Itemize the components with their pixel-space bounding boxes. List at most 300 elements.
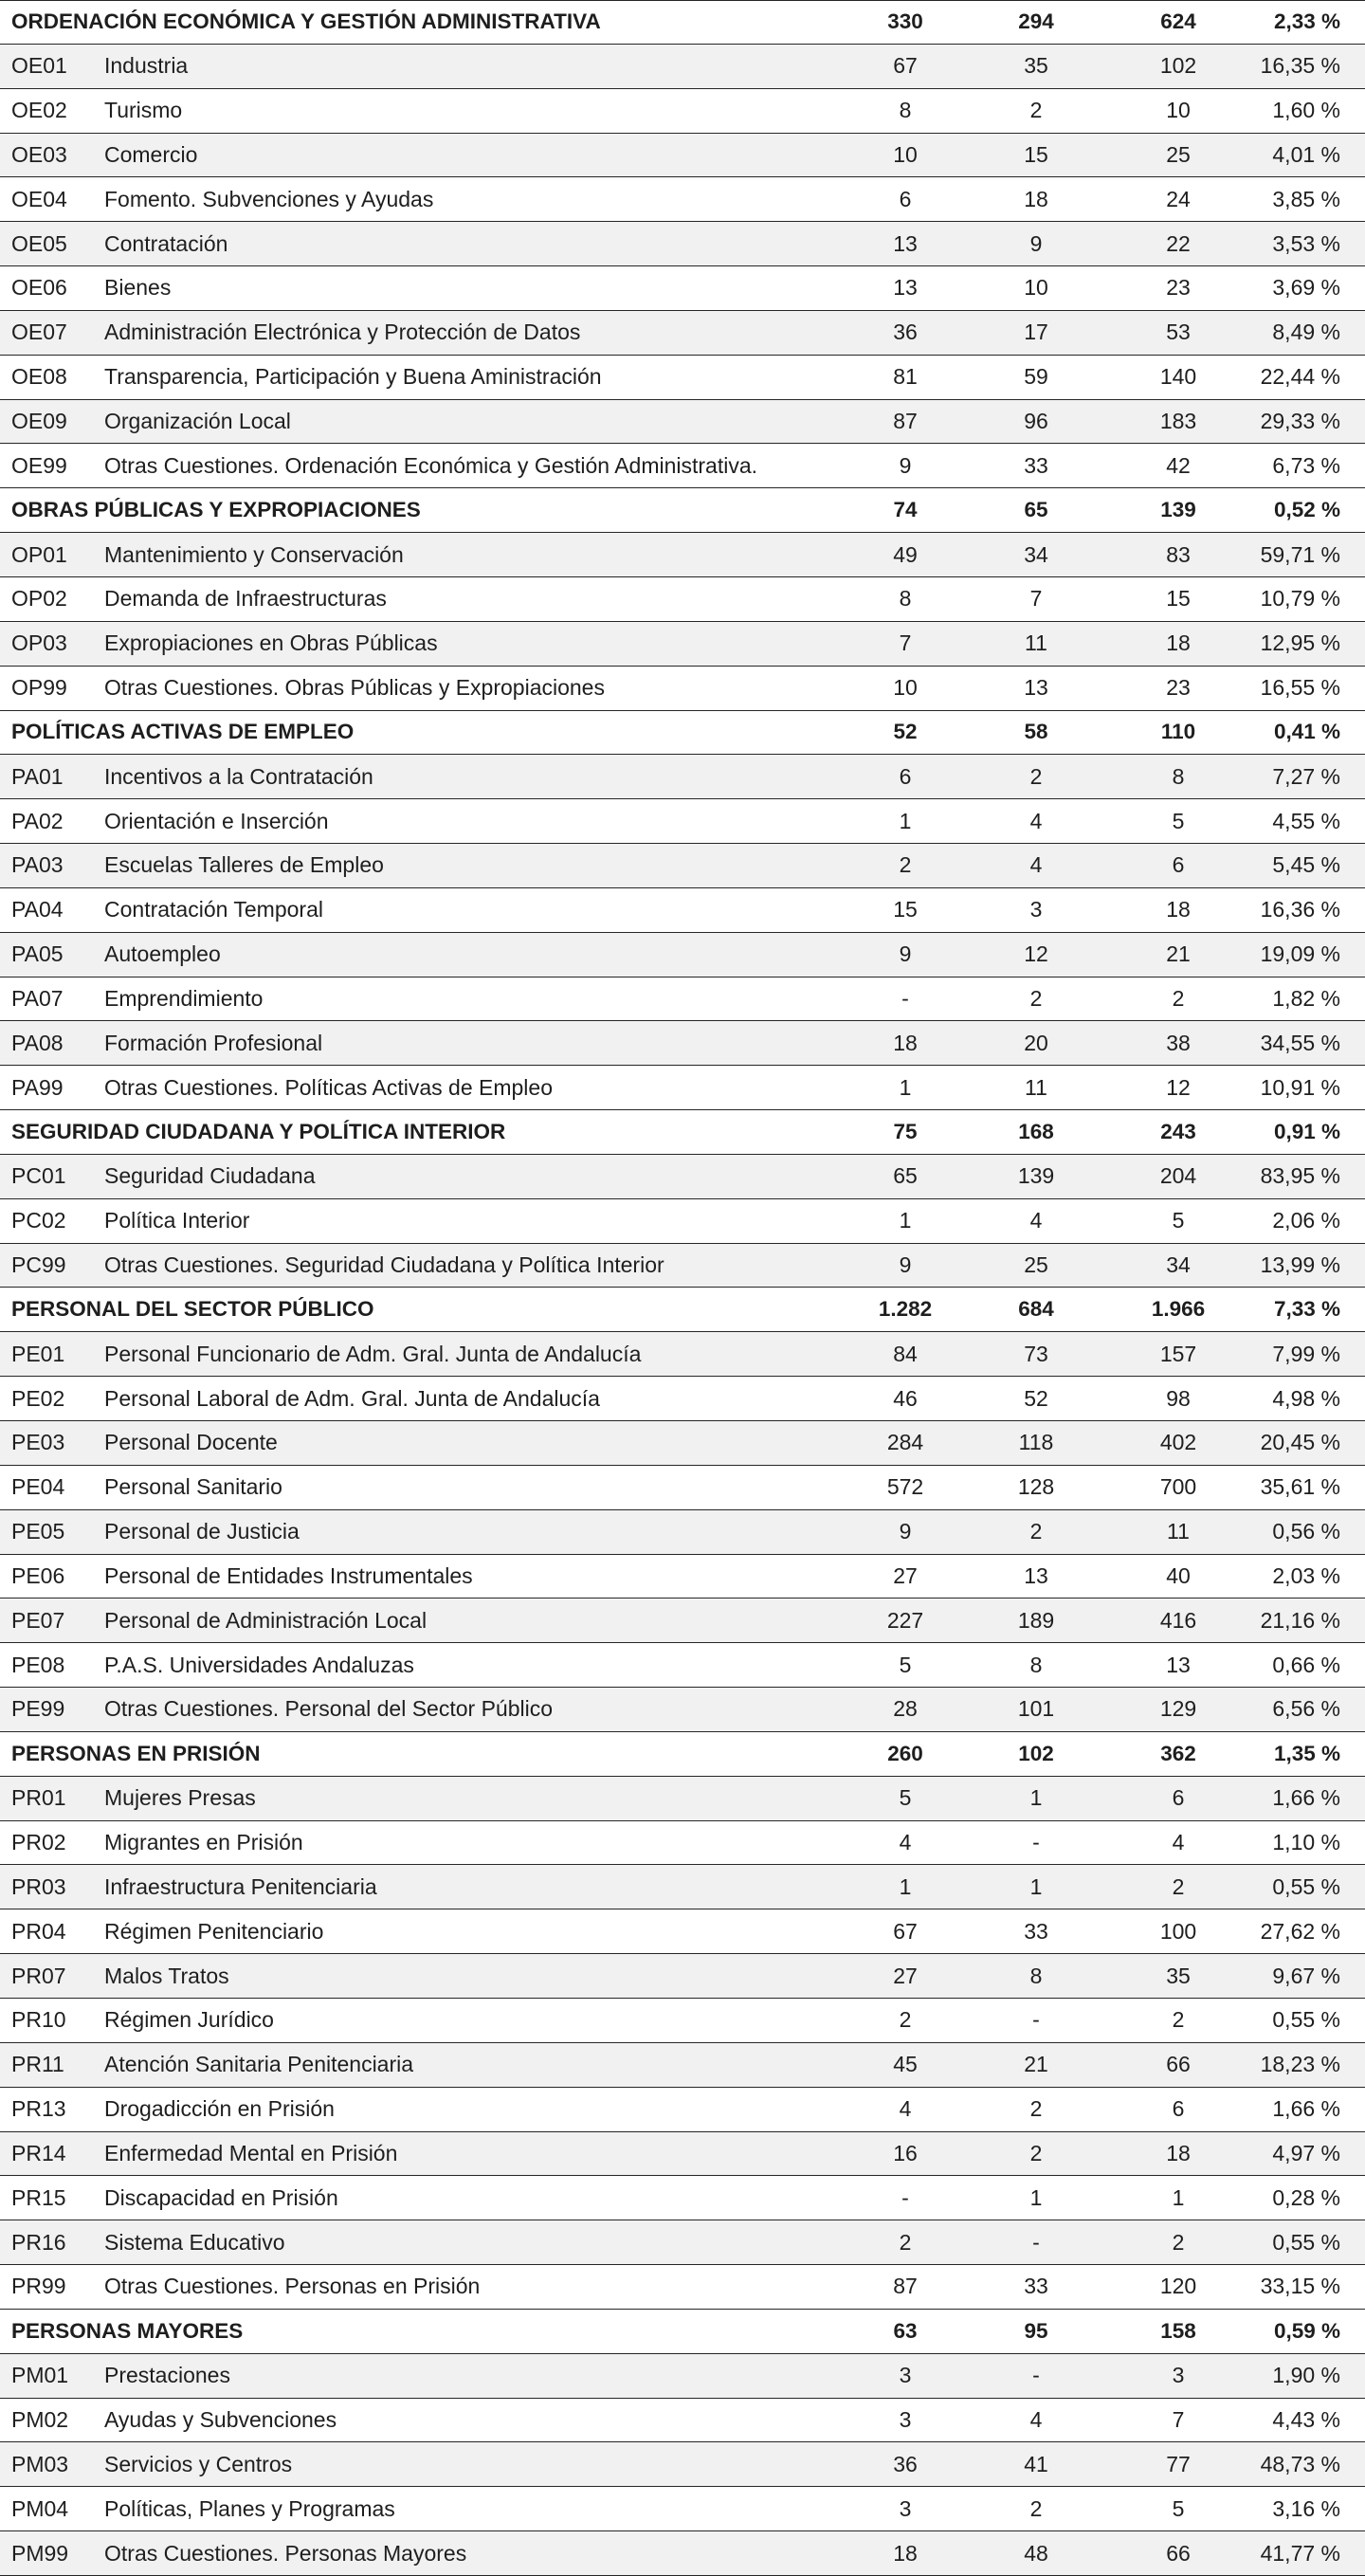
table-row: [0, 356, 1365, 400]
row-code: PR07: [11, 1963, 66, 1988]
row-total: 5: [1172, 808, 1185, 833]
row-code: OE03: [11, 141, 67, 167]
row-percent: 19,09 %: [1260, 941, 1340, 967]
row-value-2: -: [1032, 1830, 1040, 1855]
table-row: [0, 400, 1365, 445]
table-row: [0, 1466, 1365, 1510]
row-percent: 4,98 %: [1272, 1385, 1340, 1411]
row-value-1: 87: [893, 2274, 918, 2299]
row-percent: 0,56 %: [1272, 1519, 1340, 1544]
row-value-2: 35: [1024, 53, 1048, 79]
table-row: [0, 622, 1365, 667]
row-name: Política Interior: [104, 1208, 250, 1233]
row-value-2: 9: [1029, 230, 1043, 256]
row-value-1: 572: [886, 1474, 924, 1500]
row-code: PE99: [11, 1696, 65, 1722]
row-total: 66: [1166, 2540, 1191, 2566]
row-value-2: -: [1032, 2363, 1040, 2388]
row-code: PE03: [11, 1430, 65, 1455]
row-percent: 2,06 %: [1272, 1208, 1340, 1233]
category-value-1: 1.282: [878, 1297, 933, 1322]
table-row: [0, 444, 1365, 488]
row-name: Transparencia, Participación y Buena Aministración: [104, 364, 602, 390]
category-row: [0, 488, 1365, 533]
row-total: 22: [1166, 230, 1191, 256]
row-total: 140: [1159, 364, 1197, 390]
category-percent: 0,52 %: [1273, 498, 1340, 522]
row-value-2: 41: [1024, 2451, 1048, 2476]
row-value-2: 2: [1029, 985, 1043, 1011]
row-percent: 41,77 %: [1260, 2540, 1340, 2566]
category-title: PERSONAL DEL SECTOR PÚBLICO: [11, 1297, 374, 1322]
row-name: Expropiaciones en Obras Públicas: [104, 630, 438, 656]
table-row: [0, 755, 1365, 799]
row-percent: 5,45 %: [1272, 852, 1340, 878]
row-value-2: 59: [1024, 364, 1048, 390]
row-value-2: 4: [1029, 852, 1043, 878]
row-value-2: 2: [1029, 1519, 1043, 1544]
row-percent: 4,43 %: [1272, 2406, 1340, 2432]
row-name: Administración Electrónica y Protección de Datos: [104, 320, 581, 345]
row-name: Régimen Jurídico: [104, 2007, 274, 2033]
row-total: 77: [1166, 2451, 1191, 2476]
category-value-1: 330: [887, 9, 923, 34]
row-percent: 4,97 %: [1272, 2140, 1340, 2165]
row-percent: 0,55 %: [1272, 1873, 1340, 1899]
row-value-2: 33: [1024, 1918, 1048, 1944]
row-name: Personal de Administración Local: [104, 1607, 428, 1633]
row-total: 18: [1166, 897, 1191, 923]
row-percent: 9,67 %: [1272, 1963, 1340, 1988]
row-name: Emprendimiento: [104, 985, 264, 1011]
row-value-1: 10: [893, 141, 918, 167]
row-value-1: 67: [893, 53, 918, 79]
category-value-2: 95: [1024, 2318, 1048, 2343]
table-row: [0, 799, 1365, 844]
row-value-2: 2: [1029, 2495, 1043, 2521]
row-value-1: 18: [893, 2540, 918, 2566]
row-percent: 0,55 %: [1272, 2007, 1340, 2033]
category-total: 243: [1160, 1120, 1196, 1144]
row-value-1: 3: [899, 2406, 912, 2432]
row-name: P.A.S. Universidades Andaluzas: [104, 1652, 414, 1677]
category-row: [0, 1288, 1365, 1332]
row-value-2: 4: [1029, 1208, 1043, 1233]
row-name: Incentivos a la Contratación: [104, 763, 373, 789]
row-value-2: 17: [1024, 320, 1048, 345]
row-code: PR01: [11, 1785, 66, 1811]
row-percent: 12,95 %: [1260, 630, 1340, 656]
row-name: Seguridad Ciudadana: [104, 1163, 316, 1189]
row-value-1: 36: [893, 320, 918, 345]
row-code: PC01: [11, 1163, 66, 1189]
row-value-2: 34: [1024, 541, 1048, 567]
row-name: Personal Docente: [104, 1430, 278, 1455]
row-value-2: 2: [1029, 2140, 1043, 2165]
table-row: [0, 933, 1365, 977]
row-value-2: 21: [1024, 2052, 1048, 2077]
table-row: [0, 1421, 1365, 1466]
row-code: PE07: [11, 1607, 65, 1633]
row-total: 98: [1166, 1385, 1191, 1411]
row-name: Otras Cuestiones. Políticas Activas de Empleo: [104, 1074, 553, 1100]
category-row: [0, 0, 1365, 45]
row-total: 7: [1172, 2406, 1185, 2432]
table-row: [0, 45, 1365, 89]
row-percent: 34,55 %: [1260, 1030, 1340, 1055]
row-value-1: 1: [899, 808, 912, 833]
row-value-2: 139: [1017, 1163, 1055, 1189]
row-total: 2: [1172, 2007, 1185, 2033]
row-total: 416: [1159, 1607, 1197, 1633]
table-row: [0, 1021, 1365, 1066]
table-row: [0, 2487, 1365, 2531]
row-code: OE09: [11, 409, 67, 434]
row-value-2: 48: [1024, 2540, 1048, 2566]
row-value-1: 5: [899, 1652, 912, 1677]
row-total: 34: [1166, 1252, 1191, 1278]
row-total: 5: [1172, 2495, 1185, 2521]
row-percent: 1,82 %: [1272, 985, 1340, 1011]
table-row: [0, 1643, 1365, 1688]
row-total: 102: [1159, 53, 1197, 79]
row-value-1: 2: [899, 2007, 912, 2033]
row-value-1: 1: [899, 1074, 912, 1100]
category-total: 1.966: [1151, 1297, 1206, 1322]
table-row: [0, 1555, 1365, 1599]
row-code: OE08: [11, 364, 67, 390]
category-title: POLÍTICAS ACTIVAS DE EMPLEO: [11, 720, 355, 744]
row-percent: 48,73 %: [1260, 2451, 1340, 2476]
row-percent: 2,03 %: [1272, 1562, 1340, 1588]
row-total: 204: [1159, 1163, 1197, 1189]
row-code: PR13: [11, 2096, 66, 2122]
category-row: [0, 1110, 1365, 1155]
row-total: 38: [1166, 1030, 1191, 1055]
category-row: [0, 711, 1365, 756]
row-value-2: 128: [1017, 1474, 1055, 1500]
row-name: Personal Funcionario de Adm. Gral. Junta de Andalucía: [104, 1341, 642, 1366]
row-percent: 7,99 %: [1272, 1341, 1340, 1366]
row-code: PM03: [11, 2451, 69, 2476]
row-total: 18: [1166, 2140, 1191, 2165]
row-value-2: 101: [1017, 1696, 1055, 1722]
row-code: PA01: [11, 763, 64, 789]
row-name: Prestaciones: [104, 2363, 230, 2388]
category-percent: 2,33 %: [1273, 9, 1340, 34]
row-name: Atención Sanitaria Penitenciaria: [104, 2052, 414, 2077]
row-name: Personal de Justicia: [104, 1519, 300, 1544]
row-percent: 6,73 %: [1272, 452, 1340, 478]
row-total: 25: [1166, 141, 1191, 167]
row-name: Bienes: [104, 275, 172, 301]
row-value-1: 1: [899, 1873, 912, 1899]
row-code: OP02: [11, 586, 67, 612]
category-value-1: 260: [887, 1741, 923, 1765]
row-percent: 0,28 %: [1272, 2184, 1340, 2210]
row-percent: 27,62 %: [1260, 1918, 1340, 1944]
row-total: 83: [1166, 541, 1191, 567]
table-row: [0, 1999, 1365, 2043]
row-total: 11: [1167, 1519, 1190, 1544]
table-row: [0, 222, 1365, 266]
row-code: OE06: [11, 275, 67, 301]
row-code: PM99: [11, 2540, 69, 2566]
table-row: [0, 977, 1365, 1022]
category-title: PERSONAS EN PRISIÓN: [11, 1741, 261, 1765]
row-value-1: 284: [886, 1430, 924, 1455]
row-total: 100: [1159, 1918, 1197, 1944]
row-total: 6: [1172, 2096, 1185, 2122]
row-value-1: 6: [899, 186, 912, 211]
row-value-1: 9: [899, 1252, 912, 1278]
row-percent: 20,45 %: [1260, 1430, 1340, 1455]
row-value-1: 15: [893, 897, 918, 923]
row-percent: 59,71 %: [1260, 541, 1340, 567]
row-value-2: 13: [1024, 675, 1048, 701]
row-percent: 22,44 %: [1260, 364, 1340, 390]
category-title: OBRAS PÚBLICAS Y EXPROPIACIONES: [11, 498, 421, 522]
row-total: 6: [1172, 1785, 1185, 1811]
row-name: Contratación Temporal: [104, 897, 323, 923]
row-total: 5: [1172, 1208, 1185, 1233]
row-value-2: 73: [1024, 1341, 1048, 1366]
table-row: [0, 2531, 1365, 2576]
row-percent: 29,33 %: [1260, 409, 1340, 434]
row-name: Otras Cuestiones. Obras Públicas y Expropiaciones: [104, 675, 605, 701]
row-total: 402: [1159, 1430, 1197, 1455]
row-value-2: 4: [1029, 2406, 1043, 2432]
table-row: [0, 89, 1365, 134]
category-value-2: 102: [1018, 1741, 1054, 1765]
row-name: Industria: [104, 53, 189, 79]
row-percent: 0,55 %: [1272, 2229, 1340, 2255]
row-code: OE05: [11, 230, 67, 256]
row-value-1: 7: [899, 630, 912, 656]
row-value-1: 1: [899, 1208, 912, 1233]
table-row: [0, 2354, 1365, 2399]
row-total: 120: [1159, 2274, 1197, 2299]
row-code: PE05: [11, 1519, 65, 1544]
category-percent: 0,41 %: [1273, 720, 1340, 744]
table-row: [0, 577, 1365, 622]
row-total: 157: [1159, 1341, 1197, 1366]
row-value-1: 16: [893, 2140, 918, 2165]
row-value-1: 8: [899, 586, 912, 612]
row-value-1: 18: [893, 1030, 918, 1055]
row-name: Discapacidad en Prisión: [104, 2184, 338, 2210]
row-total: 18: [1166, 630, 1191, 656]
row-code: PA02: [11, 808, 64, 833]
row-value-1: 4: [899, 1830, 912, 1855]
table-row: [0, 1510, 1365, 1555]
row-code: PE06: [11, 1562, 65, 1588]
row-name: Infraestructura Penitenciaria: [104, 1873, 377, 1899]
row-percent: 35,61 %: [1260, 1474, 1340, 1500]
table-row: [0, 2132, 1365, 2177]
row-code: PR03: [11, 1873, 66, 1899]
row-percent: 16,55 %: [1260, 675, 1340, 701]
row-code: OE07: [11, 320, 67, 345]
row-total: 13: [1166, 1652, 1191, 1677]
row-value-2: 2: [1029, 763, 1043, 789]
category-value-2: 65: [1024, 498, 1048, 522]
row-total: 129: [1159, 1696, 1197, 1722]
row-name: Contratación: [104, 230, 228, 256]
table-row: [0, 2265, 1365, 2310]
row-name: Sistema Educativo: [104, 2229, 285, 2255]
row-value-1: 8: [899, 98, 912, 123]
row-code: PA08: [11, 1030, 64, 1055]
table-row: [0, 1777, 1365, 1821]
row-value-2: 96: [1024, 409, 1048, 434]
row-value-1: -: [901, 985, 909, 1011]
row-value-1: -: [901, 2184, 909, 2210]
row-name: Otras Cuestiones. Personal del Sector Público: [104, 1696, 554, 1722]
category-percent: 7,33 %: [1273, 1297, 1340, 1322]
row-percent: 3,16 %: [1272, 2495, 1340, 2521]
row-percent: 16,36 %: [1260, 897, 1340, 923]
row-code: PA03: [11, 852, 64, 878]
row-name: Personal de Entidades Instrumentales: [104, 1562, 473, 1588]
row-value-2: 3: [1029, 897, 1043, 923]
row-code: PR99: [11, 2274, 66, 2299]
category-title: SEGURIDAD CIUDADANA Y POLÍTICA INTERIOR: [11, 1120, 506, 1144]
row-value-2: 18: [1024, 186, 1048, 211]
row-percent: 4,55 %: [1272, 808, 1340, 833]
category-row: [0, 2310, 1365, 2354]
row-name: Migrantes en Prisión: [104, 1830, 303, 1855]
row-code: PR02: [11, 1830, 66, 1855]
table-row: [0, 533, 1365, 577]
row-value-1: 45: [893, 2052, 918, 2077]
row-total: 40: [1166, 1562, 1191, 1588]
row-code: PM04: [11, 2495, 69, 2521]
row-code: PE01: [11, 1341, 65, 1366]
row-name: Formación Profesional: [104, 1030, 323, 1055]
row-value-2: 1: [1029, 2184, 1043, 2210]
row-percent: 8,49 %: [1272, 320, 1340, 345]
category-title: PERSONAS MAYORES: [11, 2318, 244, 2343]
row-value-1: 49: [893, 541, 918, 567]
row-code: PE04: [11, 1474, 65, 1500]
row-code: OP03: [11, 630, 67, 656]
row-value-2: 33: [1024, 452, 1048, 478]
row-name: Mujeres Presas: [104, 1785, 256, 1811]
row-value-2: 189: [1017, 1607, 1055, 1633]
row-name: Personal Laboral de Adm. Gral. Junta de Andalucía: [104, 1385, 600, 1411]
row-total: 24: [1166, 186, 1191, 211]
row-value-1: 4: [899, 2096, 912, 2122]
row-total: 10: [1166, 98, 1191, 123]
row-name: Malos Tratos: [104, 1963, 229, 1988]
row-code: PC99: [11, 1252, 66, 1278]
table-row: [0, 2220, 1365, 2265]
row-value-2: -: [1032, 2007, 1040, 2033]
category-percent: 0,59 %: [1273, 2318, 1340, 2343]
row-percent: 18,23 %: [1260, 2052, 1340, 2077]
row-code: PM02: [11, 2406, 69, 2432]
row-value-1: 27: [893, 1562, 918, 1588]
row-value-2: 12: [1024, 941, 1048, 967]
category-total: 139: [1160, 498, 1196, 522]
row-value-1: 84: [893, 1341, 918, 1366]
table-row: [0, 1865, 1365, 1909]
row-value-1: 46: [893, 1385, 918, 1411]
row-total: 3: [1172, 2363, 1185, 2388]
row-code: PR14: [11, 2140, 66, 2165]
row-code: OE02: [11, 98, 67, 123]
row-code: OE01: [11, 53, 67, 79]
row-name: Otras Cuestiones. Personas en Prisión: [104, 2274, 481, 2299]
row-value-2: 20: [1024, 1030, 1048, 1055]
row-value-2: 15: [1024, 141, 1048, 167]
row-total: 35: [1166, 1963, 1191, 1988]
category-value-1: 75: [893, 1120, 918, 1144]
row-percent: 1,66 %: [1272, 2096, 1340, 2122]
row-value-1: 227: [886, 1607, 924, 1633]
row-name: Servicios y Centros: [104, 2451, 293, 2476]
category-value-2: 684: [1018, 1297, 1054, 1322]
row-percent: 7,27 %: [1272, 763, 1340, 789]
row-total: 2: [1172, 2229, 1185, 2255]
table-row: [0, 2176, 1365, 2220]
table-row: [0, 1954, 1365, 1999]
row-code: PE02: [11, 1385, 65, 1411]
category-total: 158: [1160, 2318, 1196, 2343]
row-value-1: 67: [893, 1918, 918, 1944]
row-total: 23: [1166, 275, 1191, 301]
row-value-2: 11: [1025, 630, 1047, 656]
row-total: 4: [1172, 1830, 1185, 1855]
row-name: Turismo: [104, 98, 183, 123]
category-value-1: 63: [893, 2318, 918, 2343]
category-value-1: 74: [893, 498, 918, 522]
row-code: PA99: [11, 1074, 64, 1100]
row-value-2: 4: [1029, 808, 1043, 833]
row-code: PC02: [11, 1208, 66, 1233]
table-row: [0, 1244, 1365, 1288]
category-value-2: 58: [1024, 720, 1048, 744]
row-value-1: 9: [899, 941, 912, 967]
category-percent: 0,91 %: [1273, 1120, 1340, 1144]
row-value-1: 87: [893, 409, 918, 434]
row-value-1: 3: [899, 2495, 912, 2521]
row-name: Régimen Penitenciario: [104, 1918, 324, 1944]
row-name: Otras Cuestiones. Personas Mayores: [104, 2540, 467, 2566]
table-row: [0, 2088, 1365, 2132]
category-row: [0, 1732, 1365, 1777]
table-row: [0, 1909, 1365, 1954]
table-row: [0, 1155, 1365, 1199]
row-name: Organización Local: [104, 409, 291, 434]
row-percent: 1,10 %: [1272, 1830, 1340, 1855]
table-row: [0, 2399, 1365, 2443]
row-name: Mantenimiento y Conservación: [104, 541, 404, 567]
row-name: Políticas, Planes y Programas: [104, 2495, 395, 2521]
row-name: Demanda de Infraestructuras: [104, 586, 387, 612]
row-value-1: 10: [893, 675, 918, 701]
row-value-2: 8: [1029, 1963, 1043, 1988]
row-code: PA05: [11, 941, 64, 967]
category-total: 362: [1160, 1741, 1196, 1765]
table-row: [0, 134, 1365, 178]
row-total: 66: [1166, 2052, 1191, 2077]
category-total: 110: [1160, 720, 1196, 744]
table-row: [0, 1688, 1365, 1732]
row-percent: 10,91 %: [1260, 1074, 1340, 1100]
table-row: [0, 888, 1365, 933]
